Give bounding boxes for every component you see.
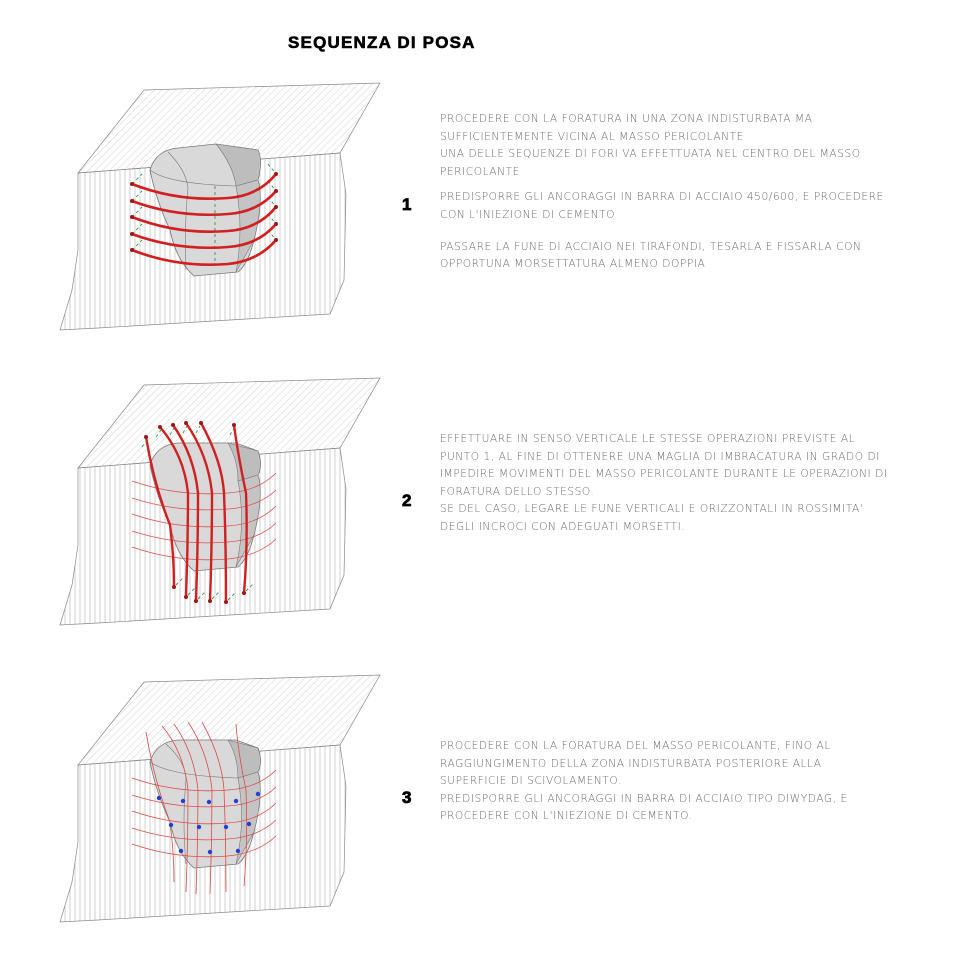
step-2-number: 2 [402,491,412,510]
text-line: PUNTO 1, AL FINE DI OTTENERE UNA MAGLIA DI IMBRACATURA IN GRADO DI [440,450,880,463]
text-line: SUFFICIENTEMENTE VICINA AL MASSO PERICOLANTE [440,130,744,143]
text-line: OPPORTUNA MORSETTATURA ALMENO DOPPIA [440,258,706,271]
step-3-diagram [58,670,402,932]
step-3-number: 3 [402,788,412,807]
text-line: RAGGIUNGIMENTO DELLA ZONA INDISTURBATA POSTERIORE ALLA [440,757,822,770]
step-2-text [440,431,910,537]
step-1-text [440,111,910,274]
text-line: PASSARE LA FUNE DI ACCIAIO NEI TIRAFONDI, TESARLA E FISSARLA CON [440,240,862,253]
text-line: PERICOLANTE [440,165,520,178]
text-line: EFFETTUARE IN SENSO VERTICALE LE STESSE OPERAZIONI PREVISTE AL [440,433,856,445]
text-line: PROCEDERE CON L'INIEZIONE DI CEMENTO. [440,810,693,823]
text-line: PROCEDERE CON LA FORATURA IN UNA ZONA INDISTURBATA MA [440,113,813,125]
step-1-diagram [58,80,402,342]
text-line: IMPEDIRE MOVIMENTI DEL MASSO PERICOLANTE DURANTE LE OPERAZIONI DI [440,468,888,481]
step-1-number: 1 [402,195,412,214]
text-line: PREDISPORRE GLI ANCORAGGI IN BARRA DI ACCIAIO TIPO DIWYDAG, E [440,792,848,805]
text-line: PROCEDERE CON LA FORATURA DEL MASSO PERICOLANTE, FINO AL [440,740,831,752]
text-line: DEGLI INCROCI CON ADEGUATI MORSETTI. [440,520,686,533]
text-line: PREDISPORRE GLI ANCORAGGI IN BARRA DI ACCIAIO 450/600, E PROCEDERE [440,191,884,204]
text-line: SUPERFICIE DI SCIVOLAMENTO. [440,775,622,788]
text-line: SE DEL CASO, LEGARE LE FUNE VERTICALI E ORIZZONTALI IN ROSSIMITA' [440,503,864,516]
text-line: CON L'INIEZIONE DI CEMENTO [440,208,616,221]
text-line: UNA DELLE SEQUENZE DI FORI VA EFFETTUATA NEL CENTRO DEL MASSO [440,148,861,161]
step-3-text [440,738,910,826]
step-2-diagram [58,375,402,637]
text-line: FORATURA DELLO STESSO. [440,485,595,498]
page-title: SEQUENZA DI POSA [288,33,476,52]
